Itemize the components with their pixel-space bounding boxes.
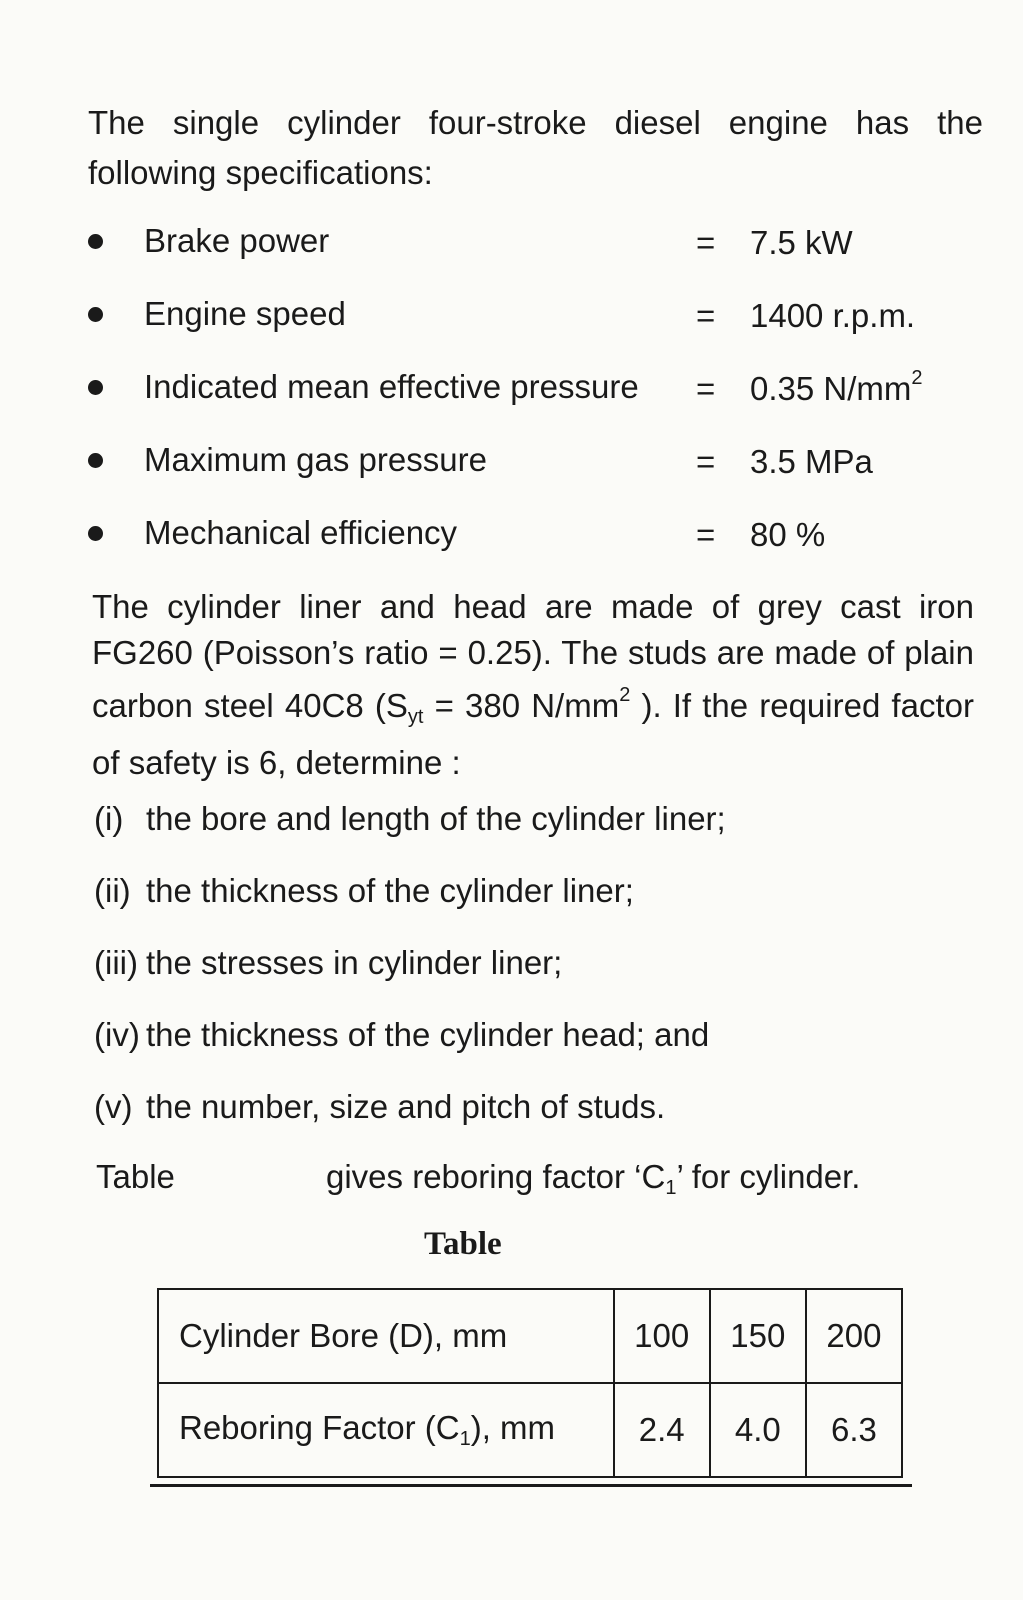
- item-number: (v): [94, 1088, 133, 1125]
- spec-value: 3.5 MPa: [750, 443, 873, 480]
- equals-sign: =: [696, 224, 716, 261]
- table-row: [158, 1289, 902, 1383]
- spec-row: [88, 441, 988, 514]
- spec-value: 1400 r.p.m.: [750, 297, 916, 334]
- spec-label: Engine speed: [144, 295, 346, 332]
- spec-row: [88, 222, 988, 295]
- spec-label: Mechanical efficiency: [144, 514, 458, 551]
- para-part: The cylinder liner and head are made of grey cast iron FG260 (Poisson’s ratio = 0.25). The studs are made of plain carbon steel 40C8 (S: [92, 588, 974, 724]
- table-reference-text: [326, 1158, 860, 1200]
- equals-sign: =: [696, 370, 716, 407]
- row-header-subscript: 1: [459, 1428, 471, 1450]
- bullet-icon: [88, 380, 103, 395]
- equals-sign: =: [696, 443, 716, 480]
- spec-row: [88, 295, 988, 368]
- table-cell: 2.4: [614, 1383, 710, 1477]
- intro-text: The single cylinder four-stroke diesel engine has the following specifications:: [88, 104, 983, 191]
- item-text: the bore and length of the cylinder liner;: [146, 800, 726, 837]
- list-item: [94, 800, 974, 872]
- reboring-table: [157, 1288, 903, 1478]
- ref-subscript: 1: [665, 1177, 677, 1199]
- table-reference: Table: [96, 1158, 175, 1195]
- table-cell: 4.0: [710, 1383, 806, 1477]
- spec-label: Brake power: [144, 222, 330, 259]
- specification-list: [88, 222, 988, 587]
- table-cell: 6.3: [806, 1383, 902, 1477]
- spec-label: Maximum gas pressure: [144, 441, 487, 478]
- spec-row: [88, 368, 988, 441]
- row-header: Cylinder Bore (D), mm: [158, 1289, 614, 1383]
- table-cell: 150: [710, 1289, 806, 1383]
- bullet-icon: [88, 234, 103, 249]
- exponent: 2: [911, 367, 923, 389]
- spec-value: 7.5 kW: [750, 224, 853, 261]
- item-text: the thickness of the cylinder head; and: [146, 1016, 710, 1053]
- para-part: = 380 N/mm: [423, 687, 620, 724]
- item-number: (i): [94, 800, 124, 837]
- ref-part: gives reboring factor ‘C: [326, 1158, 666, 1195]
- item-text: the number, size and pitch of studs.: [146, 1088, 666, 1125]
- row-header-part: ), mm: [470, 1409, 556, 1446]
- material-paragraph: [92, 584, 974, 786]
- table-cell: 200: [806, 1289, 902, 1383]
- item-text: the thickness of the cylinder liner;: [146, 872, 634, 909]
- para-part: ). If the required factor of safety is 6, determine :: [92, 687, 974, 781]
- table-underline: [150, 1484, 912, 1487]
- spec-value: 80 %: [750, 516, 826, 553]
- list-item: [94, 944, 974, 1016]
- table-cell: 100: [614, 1289, 710, 1383]
- bullet-icon: [88, 526, 103, 541]
- question-list: [94, 800, 974, 1160]
- table-row: [158, 1383, 902, 1477]
- ref-part: ’ for cylinder.: [676, 1158, 861, 1195]
- list-item: [94, 872, 974, 944]
- spec-row: [88, 514, 988, 587]
- para-subscript: yt: [407, 706, 424, 728]
- equals-sign: =: [696, 516, 716, 553]
- row-header: [158, 1383, 614, 1477]
- bullet-icon: [88, 307, 103, 322]
- bullet-icon: [88, 453, 103, 468]
- table-caption: Table: [424, 1226, 502, 1262]
- item-number: (ii): [94, 872, 131, 909]
- list-item: [94, 1088, 974, 1160]
- equals-sign: =: [696, 297, 716, 334]
- item-number: (iv): [94, 1016, 140, 1053]
- item-text: the stresses in cylinder liner;: [146, 944, 563, 981]
- exponent: 2: [619, 684, 631, 706]
- spec-value: [750, 367, 923, 408]
- item-number: (iii): [94, 944, 138, 981]
- list-item: [94, 1016, 974, 1088]
- spec-label: Indicated mean effective pressure: [144, 368, 639, 405]
- spec-value-number: 0.35 N/mm: [750, 370, 912, 407]
- row-header-part: Reboring Factor (C: [179, 1409, 460, 1446]
